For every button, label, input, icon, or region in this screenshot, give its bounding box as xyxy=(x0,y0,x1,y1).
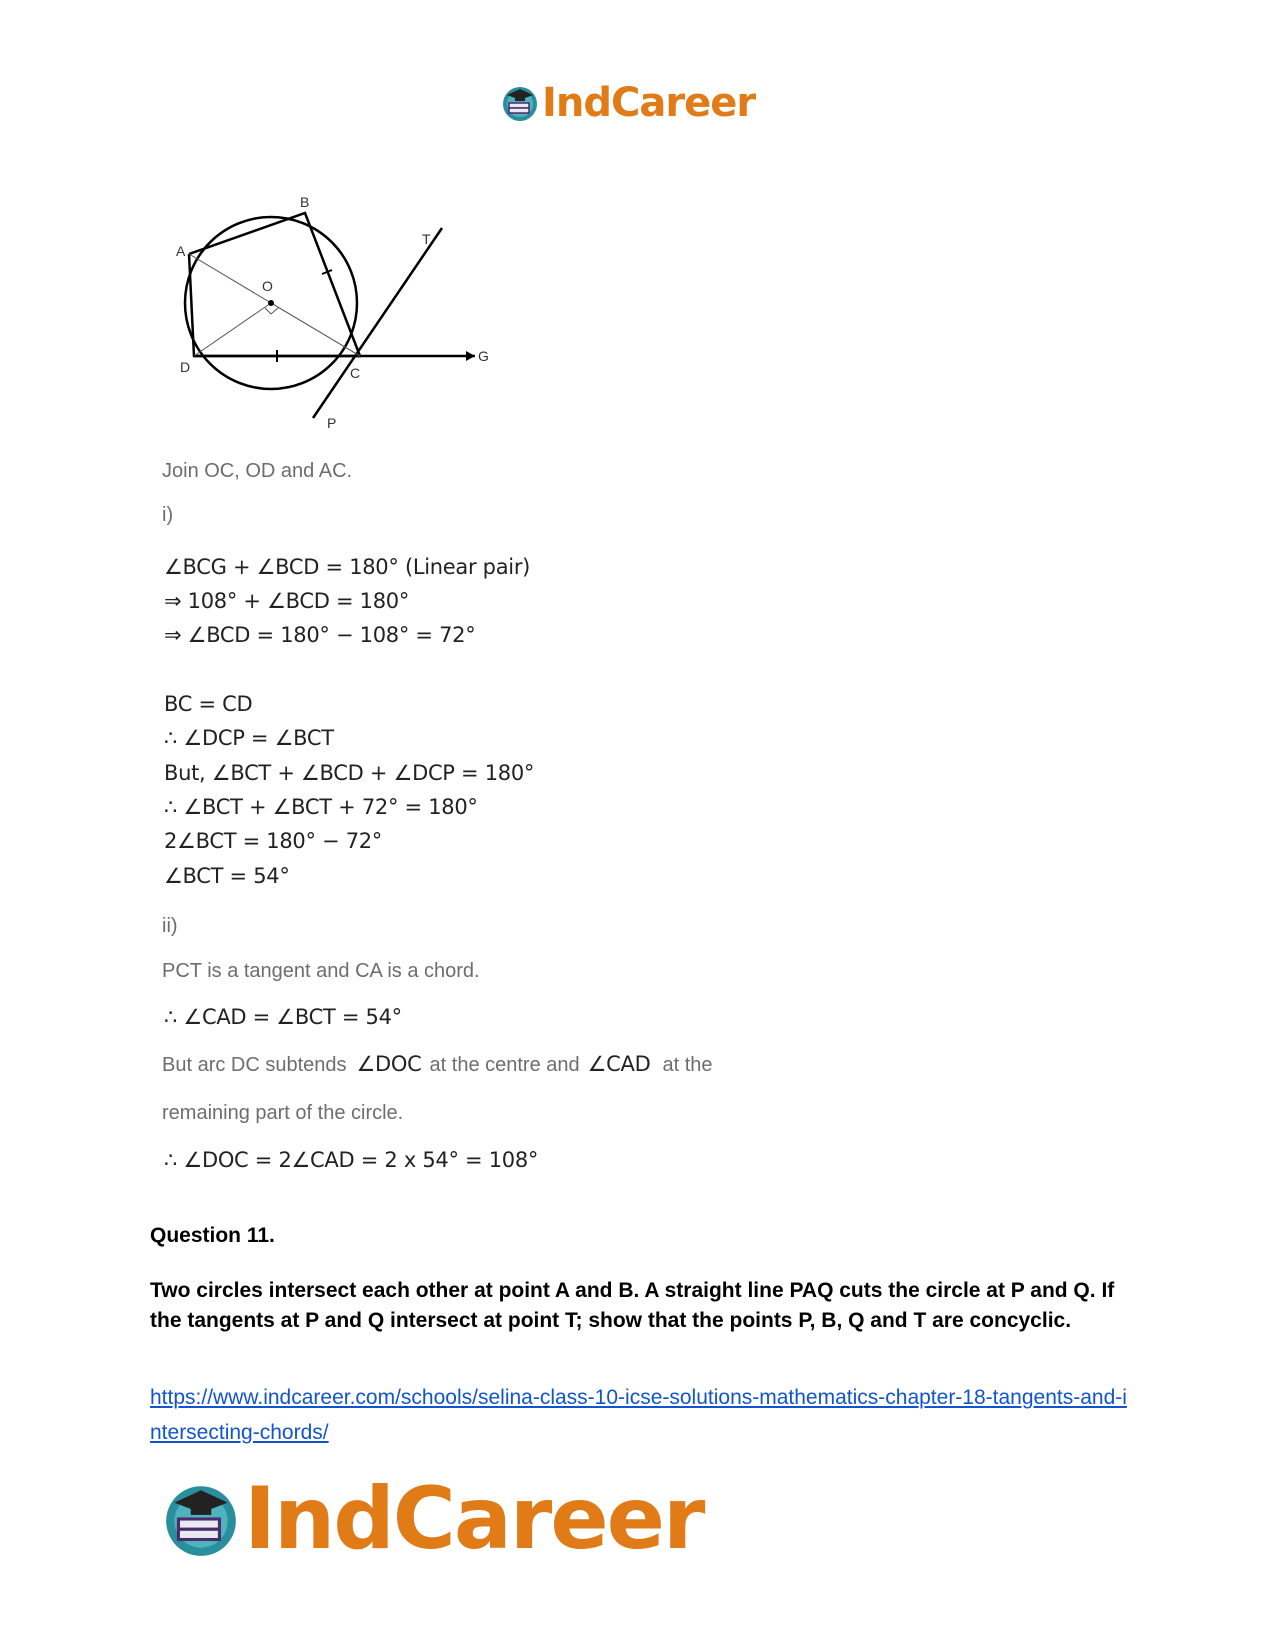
label-o: O xyxy=(262,278,273,294)
logo-text: IndCareer xyxy=(542,80,756,126)
header-logo xyxy=(500,80,755,126)
question-title: Question 11. xyxy=(150,1224,275,1247)
arc-math-1: ∠DOC xyxy=(356,1052,422,1076)
footer-logo xyxy=(160,1469,704,1569)
arc-text-3: at the xyxy=(662,1054,713,1076)
circle-tangent-diagram xyxy=(170,186,510,436)
equation-4: BC = CD xyxy=(164,692,253,716)
label-d: D xyxy=(180,359,191,375)
equation-9: ∠BCT = 54° xyxy=(164,864,290,888)
equation-10: ∴ ∠CAD = ∠BCT = 54° xyxy=(164,1005,402,1029)
equation-2: ⇒ 108° + ∠BCD = 180° xyxy=(164,589,410,613)
join-line: Join OC, OD and AC. xyxy=(162,460,353,482)
equation-5: ∴ ∠DCP = ∠BCT xyxy=(164,726,334,750)
equation-3: ⇒ ∠BCD = 180° − 108° = 72° xyxy=(164,623,476,647)
part-i-label: i) xyxy=(162,504,174,526)
arc-line xyxy=(162,1052,713,1077)
source-link[interactable]: https://www.indcareer.com/schools/selina-class-10-icse-solutions-mathematics-chapter-18-tangents-and-intersecting-chords/ xyxy=(150,1386,1127,1444)
graduation-cap-book-globe-icon xyxy=(500,83,540,123)
label-g: G xyxy=(478,348,489,364)
logo-text: IndCareer xyxy=(244,1469,704,1569)
arc-text-2: at the centre and xyxy=(429,1054,580,1076)
label-p: P xyxy=(327,415,337,431)
graduation-cap-book-globe-icon xyxy=(160,1478,242,1560)
tangent-chord-line: PCT is a tangent and CA is a chord. xyxy=(162,960,480,982)
label-a: A xyxy=(176,243,186,259)
label-c: C xyxy=(350,365,361,381)
equation-11: ∴ ∠DOC = 2∠CAD = 2 x 54° = 108° xyxy=(164,1148,539,1172)
arc-text-1: But arc DC subtends xyxy=(162,1054,347,1076)
question-text: Two circles intersect each other at point A and B. A straight line PAQ cuts the circle at P and Q. If the tangents at P and Q intersect at point T; show that the points P, B, Q and T are concyclic. xyxy=(150,1279,1115,1332)
equation-7: ∴ ∠BCT + ∠BCT + 72° = 180° xyxy=(164,795,478,819)
equation-1: ∠BCG + ∠BCD = 180° (Linear pair) xyxy=(164,555,531,579)
equation-8: 2∠BCT = 180° − 72° xyxy=(164,829,383,853)
arc-math-2: ∠CAD xyxy=(587,1052,651,1076)
label-b: B xyxy=(300,194,310,210)
part-ii-label: ii) xyxy=(162,915,178,937)
equation-6: But, ∠BCT + ∠BCD + ∠DCP = 180° xyxy=(164,761,535,785)
label-t: T xyxy=(422,231,431,247)
remaining-part-line: remaining part of the circle. xyxy=(162,1102,404,1124)
